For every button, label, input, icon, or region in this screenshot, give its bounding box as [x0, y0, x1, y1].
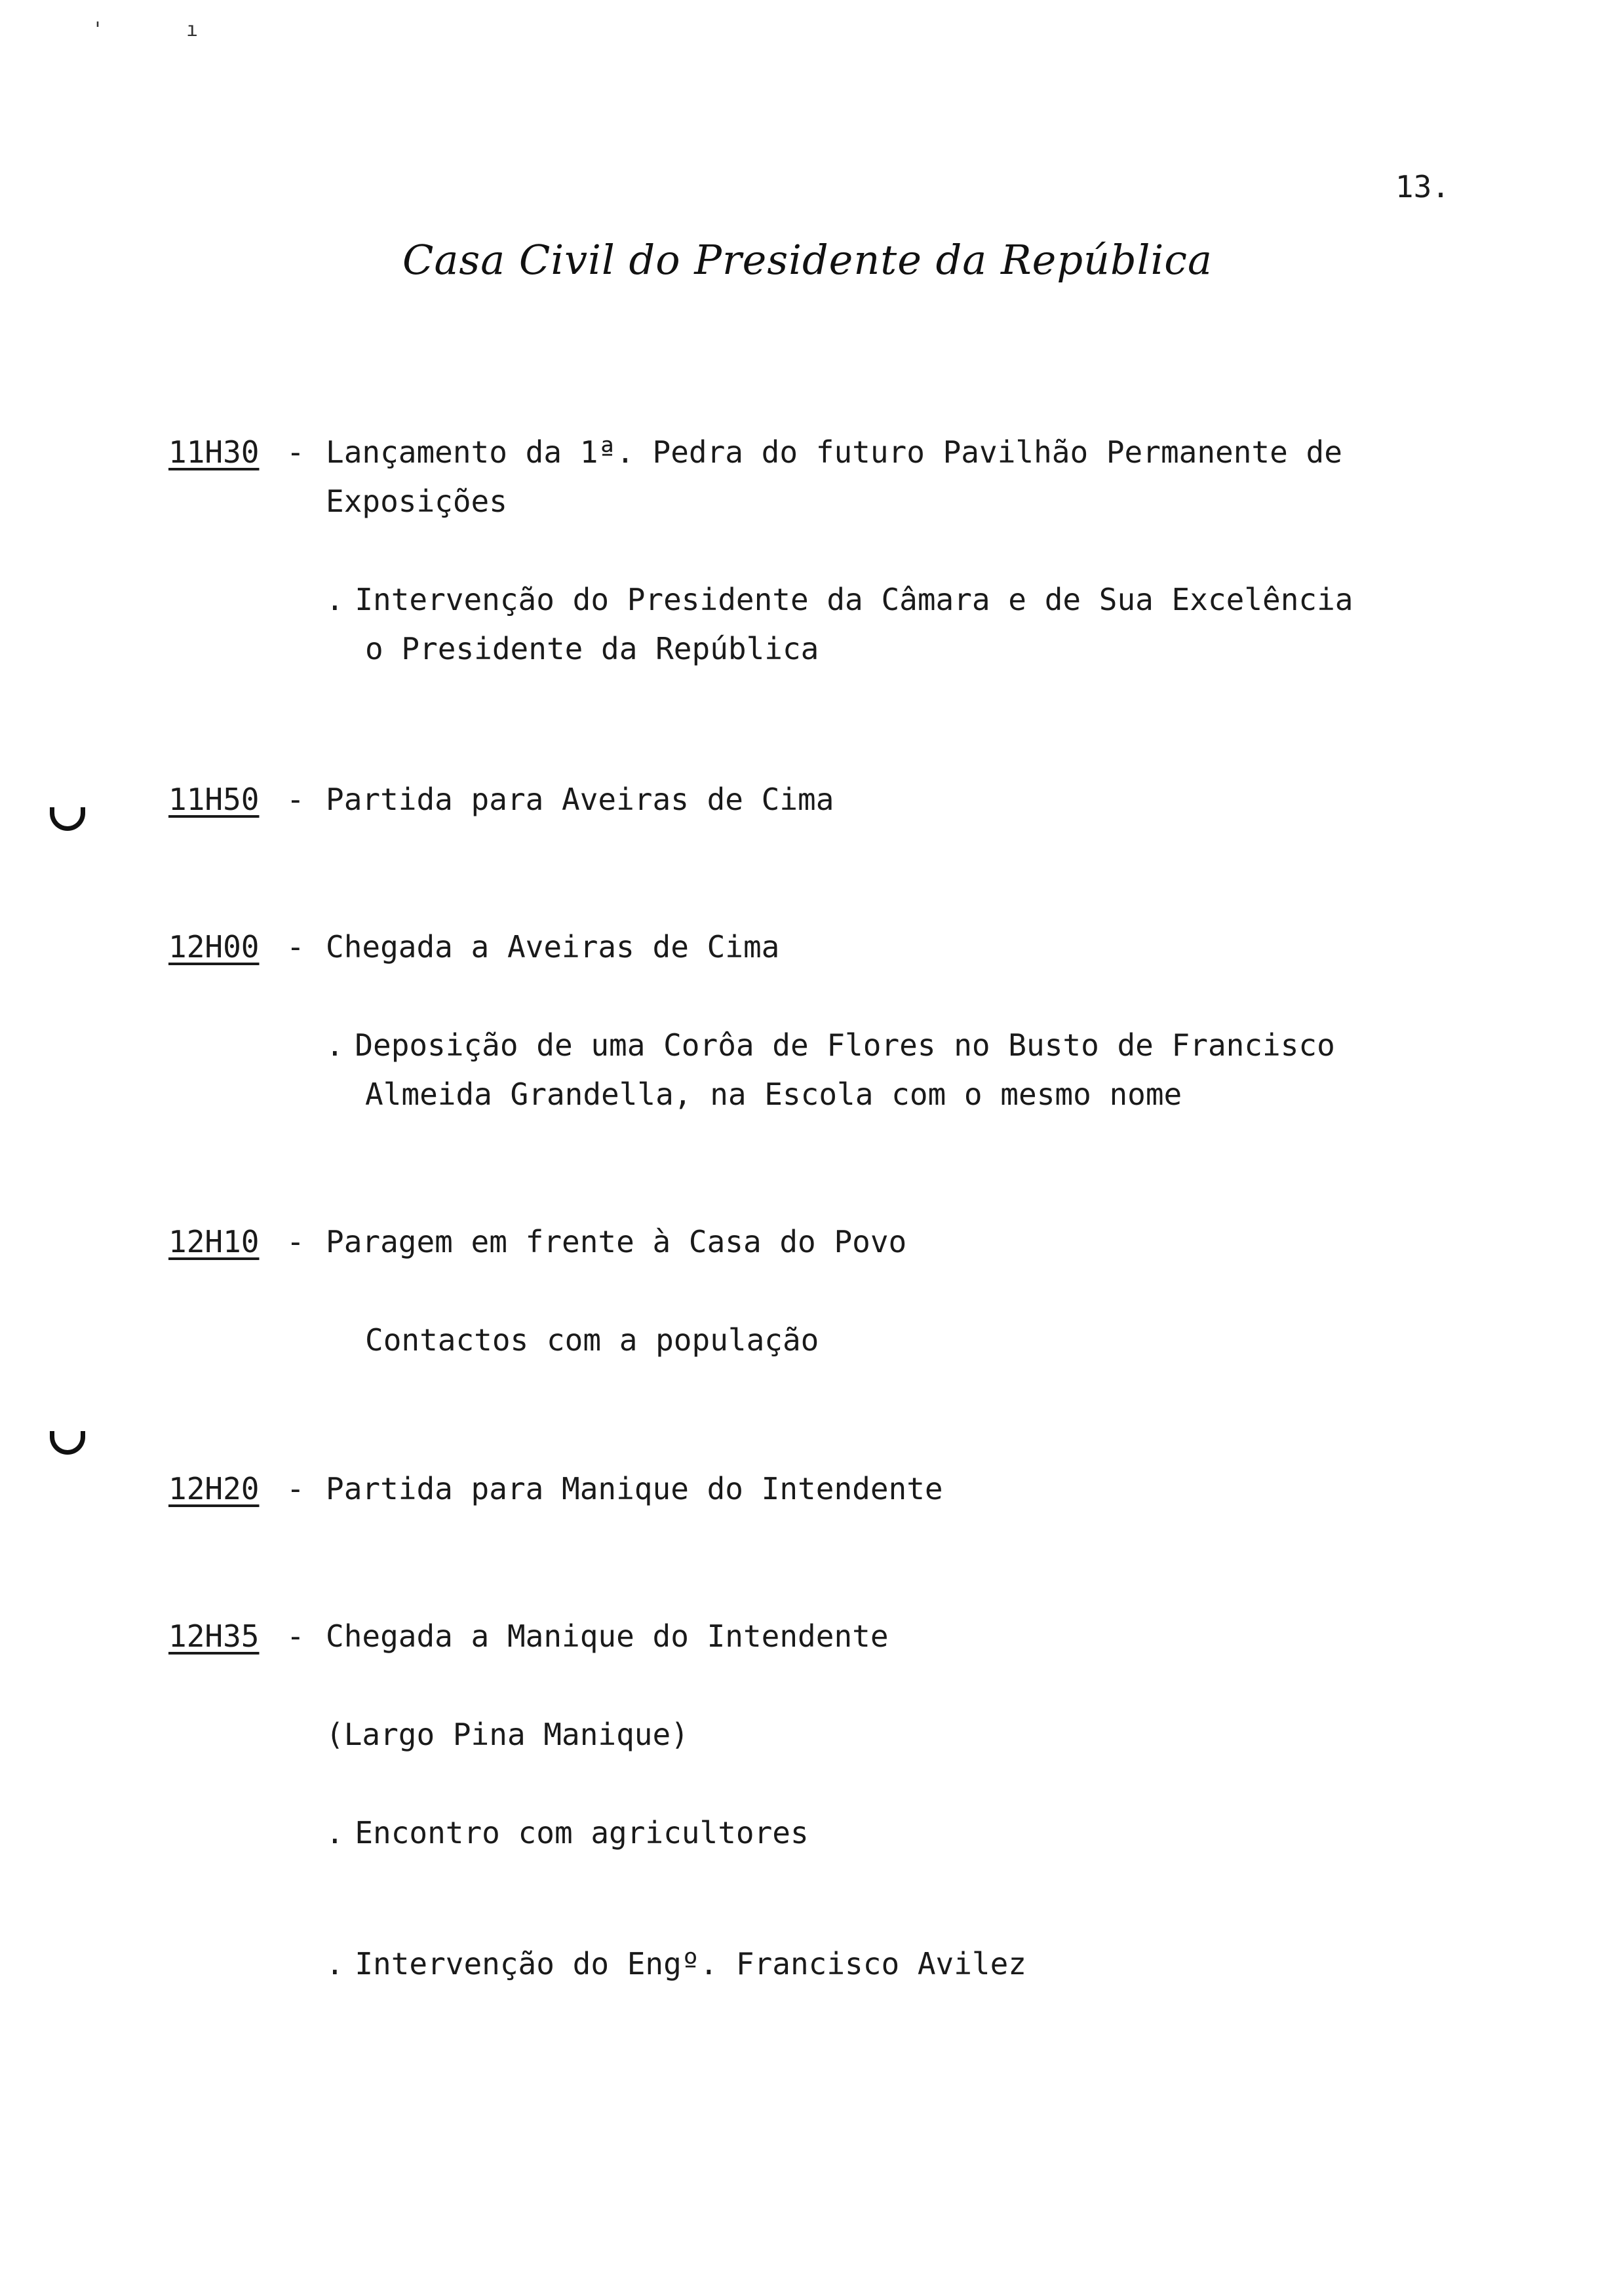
entry-dash: - [286, 434, 305, 470]
entry-time: 11H30 [168, 434, 260, 470]
bullet-dot: . [326, 582, 344, 617]
bullet-dot: . [326, 1946, 344, 1981]
entry-title-line: Paragem em frente à Casa do Povo [326, 1224, 907, 1259]
bullet-text: Intervenção do Engº. Francisco Avilez [355, 1946, 1027, 1981]
entry-sub-item: Contactos com a população [365, 1322, 819, 1358]
entry-bullet-item [326, 1025, 1335, 1065]
entry-time: 12H35 [168, 1618, 260, 1654]
entry-time: 12H20 [168, 1471, 260, 1506]
entry-time: 12H00 [168, 929, 260, 965]
letterhead-script-logo: Casa Civil do Presidente da República [402, 236, 1213, 284]
entry-dash: - [286, 1618, 305, 1654]
entry-dash: - [286, 1224, 305, 1259]
bullet-text: Encontro com agricultores [355, 1815, 809, 1850]
bullet-text-continuation: o Presidente da República [365, 631, 819, 666]
entry-time: 11H50 [168, 782, 260, 817]
entry-note: (Largo Pina Manique) [326, 1717, 689, 1752]
entry-bullet-item [326, 1813, 809, 1852]
entry-dash: - [286, 782, 305, 817]
entry-dash: - [286, 929, 305, 965]
scan-speck: ı [186, 18, 199, 41]
page-number: 13. [1395, 169, 1450, 204]
entry-title-line: Partida para Aveiras de Cima [326, 782, 834, 817]
entry-title-line: Chegada a Aveiras de Cima [326, 929, 780, 965]
bullet-text: Deposição de uma Corôa de Flores no Busto de Francisco [355, 1027, 1335, 1063]
scan-speck: ' [92, 18, 104, 41]
margin-check-mark [50, 807, 85, 831]
entry-title-line: Lançamento da 1ª. Pedra do futuro Pavilhão Permanente de [326, 434, 1342, 470]
entry-dash: - [286, 1471, 305, 1506]
bullet-dot: . [326, 1027, 344, 1063]
bullet-dot: . [326, 1815, 344, 1850]
entry-bullet-item [326, 580, 1353, 619]
bullet-text: Intervenção do Presidente da Câmara e de Sua Excelência [355, 582, 1353, 617]
bullet-text-continuation: Almeida Grandella, na Escola com o mesmo nome [365, 1077, 1182, 1112]
entry-bullet-item [326, 1944, 1026, 1983]
margin-check-mark [50, 1431, 85, 1455]
entry-title-line: Exposições [326, 484, 507, 519]
entry-time: 12H10 [168, 1224, 260, 1259]
entry-title-line: Chegada a Manique do Intendente [326, 1618, 889, 1654]
entry-title-line: Partida para Manique do Intendente [326, 1471, 943, 1506]
